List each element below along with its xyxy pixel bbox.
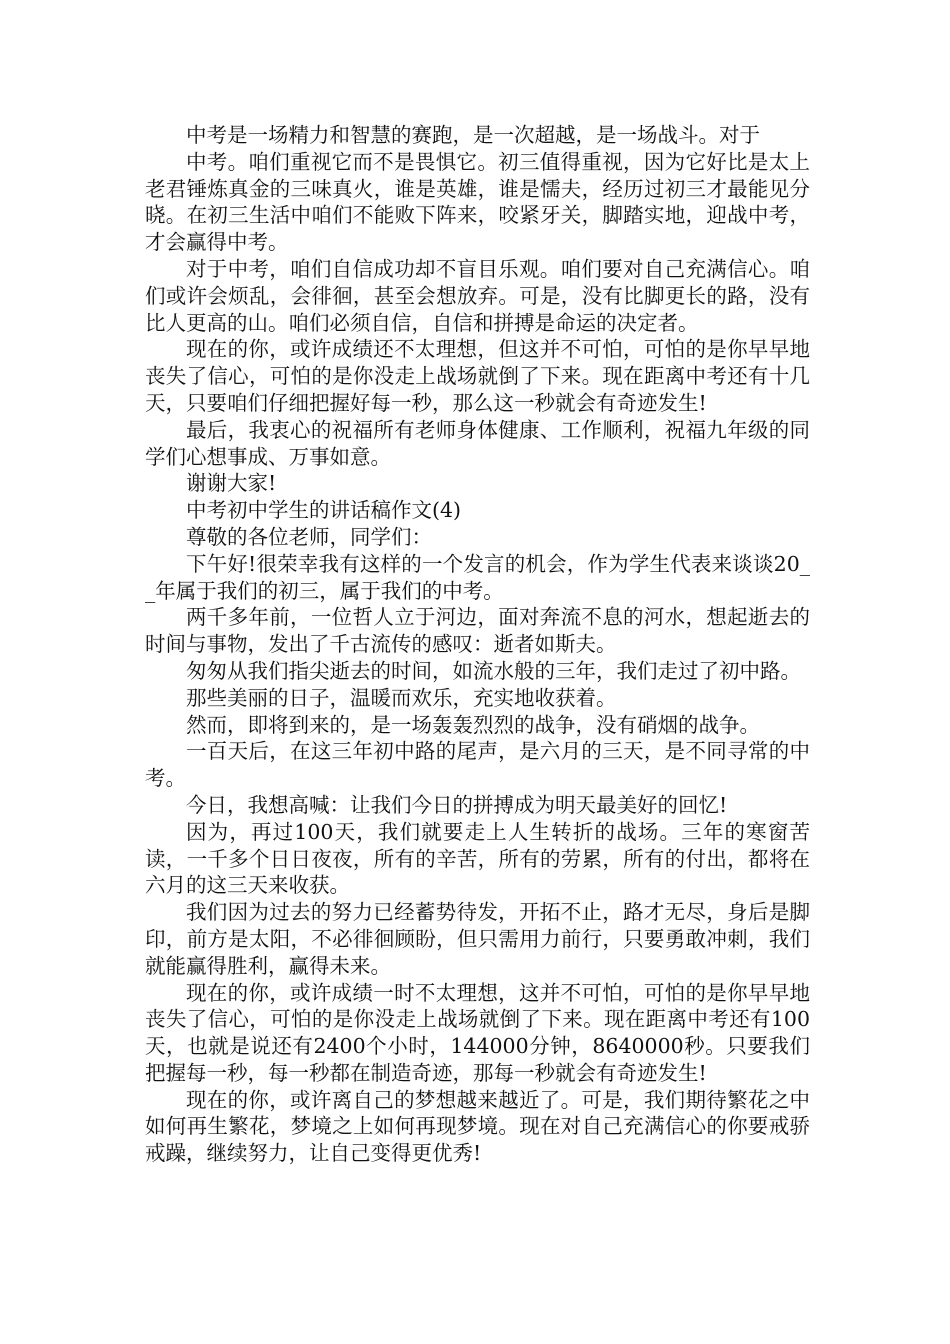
paragraph: 对于中考，咱们自信成功却不盲目乐观。咱们要对自己充满信心。咱们或许会烦乱，会徘徊，甚至会想放弃。可是，没有比脚更长的路，没有比人更高的山。咱们必须自信，自信和拼搏是命运的决定者。 bbox=[145, 256, 810, 335]
document-body bbox=[145, 122, 810, 1167]
paragraph: 最后，我衷心的祝福所有老师身体健康、工作顺利，祝福九年级的同学们心想事成、万事如意。 bbox=[145, 417, 810, 469]
salutation: 尊敬的各位老师，同学们： bbox=[186, 524, 432, 549]
paragraph: 中考。咱们重视它而不是畏惧它。初三值得重视，因为它好比是太上老君锤炼真金的三味真火，谁是英雄，谁是懦夫，经历过初三才最能见分晓。在初三生活中咱们不能败下阵来，咬紧牙关，脚踏实地，迎战中考，才会赢得中考。 bbox=[145, 149, 810, 255]
paragraph: 因为，再过100天，我们就要走上人生转折的战场。三年的寒窗苦读，一千多个日日夜夜，所有的辛苦，所有的劳累，所有的付出，都将在六月的这三天来收获。 bbox=[145, 819, 810, 898]
paragraph: 谢谢大家! bbox=[186, 471, 277, 496]
paragraph: 现在的你，或许离自己的梦想越来越近了。可是，我们期待繁花之中如何再生繁花，梦境之上如何再现梦境。现在对自己充满信心的你要戒骄戒躁，继续努力，让自己变得更优秀! bbox=[145, 1087, 810, 1166]
paragraph: 现在的你，或许成绩一时不太理想，这并不可怕，可怕的是你早早地丧失了信心，可怕的是你没走上战场就倒了下来。现在距离中考还有100天，也就是说还有2400个小时，144000分钟，8640000秒。只要我们把握每一秒，每一秒都在制造奇迹，那每一秒就会有奇迹发生! bbox=[145, 980, 810, 1085]
paragraph: 下午好!很荣幸我有这样的一个发言的机会，作为学生代表来谈谈20__年属于我们的初三，属于我们的中考。 bbox=[145, 551, 810, 603]
paragraph: 那些美丽的日子，温暖而欢乐，充实地收获着。 bbox=[186, 685, 617, 710]
section-title: 中考初中学生的讲话稿作文(4) bbox=[186, 498, 462, 523]
paragraph: 两千多年前，一位哲人立于河边，面对奔流不息的河水，想起逝去的时间与事物，发出了千古流传的感叹：逝者如斯夫。 bbox=[145, 605, 810, 657]
paragraph: 我们因为过去的努力已经蓄势待发，开拓不止，路才无尽，身后是脚印，前方是太阳，不必徘徊顾盼，但只需用力前行，只要勇敢冲刺，我们就能赢得胜利，赢得未来。 bbox=[145, 900, 810, 978]
paragraph: 今日，我想高喊：让我们今日的拼搏成为明天最美好的回忆! bbox=[186, 792, 728, 817]
paragraph: 然而，即将到来的，是一场轰轰烈烈的战争，没有硝烟的战争。 bbox=[186, 712, 760, 737]
paragraph: 一百天后，在这三年初中路的尾声，是六月的三天，是不同寻常的中考。 bbox=[145, 739, 810, 791]
paragraph: 匆匆从我们指尖逝去的时间，如流水般的三年，我们走过了初中路。 bbox=[186, 658, 801, 683]
paragraph: 中考是一场精力和智慧的赛跑，是一次超越，是一场战斗。对于 bbox=[186, 123, 760, 147]
paragraph: 现在的你，或许成绩还不太理想，但这并不可怕，可怕的是你早早地丧失了信心，可怕的是你没走上战场就倒了下来。现在距离中考还有十几天，只要咱们仔细把握好每一秒，那么这一秒就会有奇迹发生! bbox=[145, 337, 810, 415]
